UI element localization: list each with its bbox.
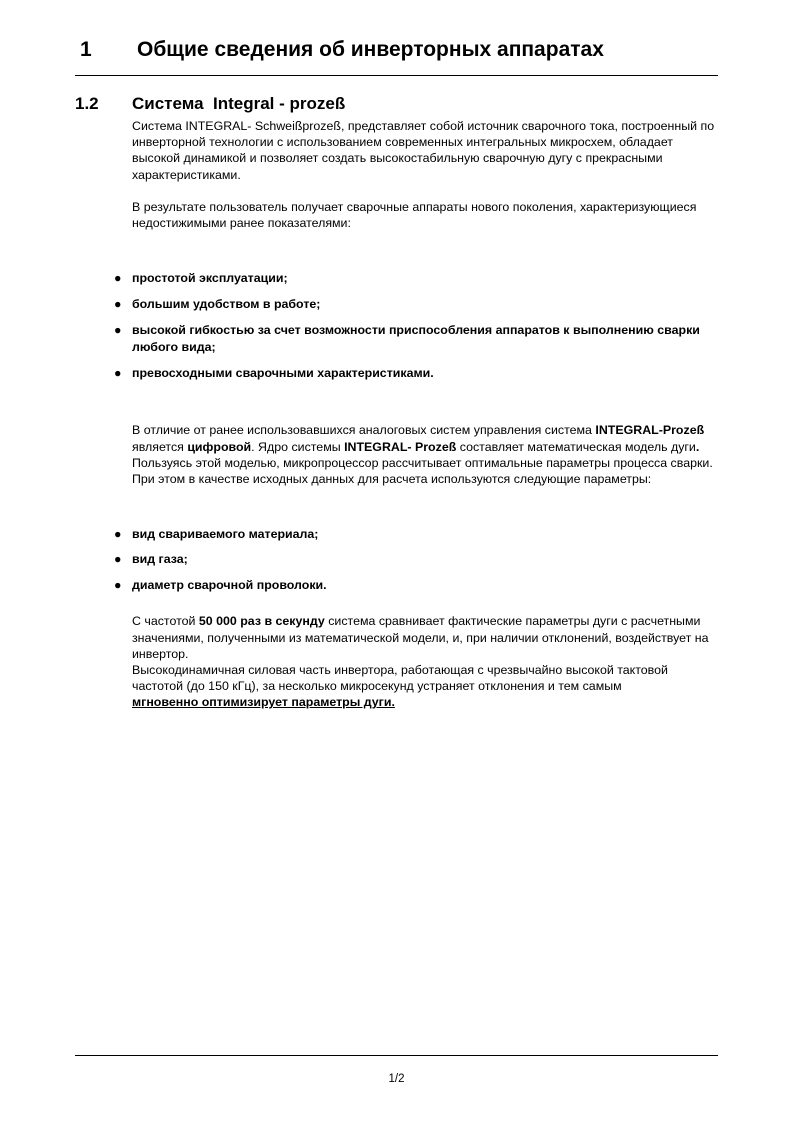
bullet-icon: ● <box>114 323 122 338</box>
chapter-title: Общие сведения об инверторных аппаратах <box>137 38 604 61</box>
list-item: ● большим удобством в работе; <box>114 297 321 312</box>
bullet-icon: ● <box>114 297 122 312</box>
bullet-icon: ● <box>114 552 122 567</box>
advantages-list <box>114 270 716 381</box>
section-number: 1.2 <box>75 94 99 113</box>
page-number: 1/2 <box>388 1073 405 1085</box>
bullet-icon: ● <box>114 271 122 285</box>
frequency-paragraph: С частотой 50 000 раз в секунду система сравнивает фактические параметры дуги с расчетными значениями, полученными из математической модели, и, при наличии отклонений, воздействует на инвертор. <box>132 614 709 661</box>
chapter-number: 1 <box>80 38 92 61</box>
list-item: ● вид газа; <box>114 552 188 567</box>
document-body <box>114 118 716 711</box>
list-item: ● простотой эксплуатации; <box>114 271 288 285</box>
inverter-paragraph: Высокодинамичная силовая часть инвертора, работающая с чрезвычайно высокой тактовой частотой (до 150 кГц), за несколько микросекунд устраняет отклонения и тем самым <box>132 663 668 694</box>
bullet-icon: ● <box>114 526 122 541</box>
parameters-list <box>114 526 716 594</box>
list-item: ● вид свариваемого материала; <box>114 526 319 541</box>
list-item: ● высокой гибкостью за счет возможности приспособления аппаратов к выполнению сварки любого вида; <box>114 323 700 354</box>
microprocessor-paragraph: Пользуясь этой моделью, микропроцессор рассчитывает оптимальные параметры процесса сварки. При этом в качестве исходных данных для расчета используются следующие параметры: <box>132 455 713 487</box>
digital-paragraph: В отличие от ранее использовавшихся аналоговых систем управления система INTEGRAL-Prozeß является цифровой. Ядро системы INTEGRAL- Prozeß составляет математическая модель дуги. <box>132 423 705 454</box>
bullet-icon: ● <box>114 365 122 380</box>
list-item: ● диаметр сварочной проволоки. <box>114 578 327 593</box>
section-title: Система Integral - prozeß <box>132 94 346 113</box>
intro-paragraph: Система INTEGRAL- Schweißprozeß, представляет собой источник сварочного тока, построенный по инверторной технологии с использованием современных интегральных микросхем, обладает высокой динамикой и позволяет создать высокостабильную сварочную дугу с прекрасными характеристиками. <box>132 119 715 182</box>
bullet-icon: ● <box>114 578 122 593</box>
header-divider <box>75 75 718 76</box>
footer-divider <box>75 1055 718 1056</box>
result-paragraph: В результате пользователь получает сварочные аппараты нового поколения, характеризующиеся недостижимыми ранее показателями: <box>132 200 697 231</box>
conclusion-line: мгновенно оптимизирует параметры дуги. <box>132 695 395 710</box>
list-item: ● превосходными сварочными характеристиками. <box>114 365 434 380</box>
